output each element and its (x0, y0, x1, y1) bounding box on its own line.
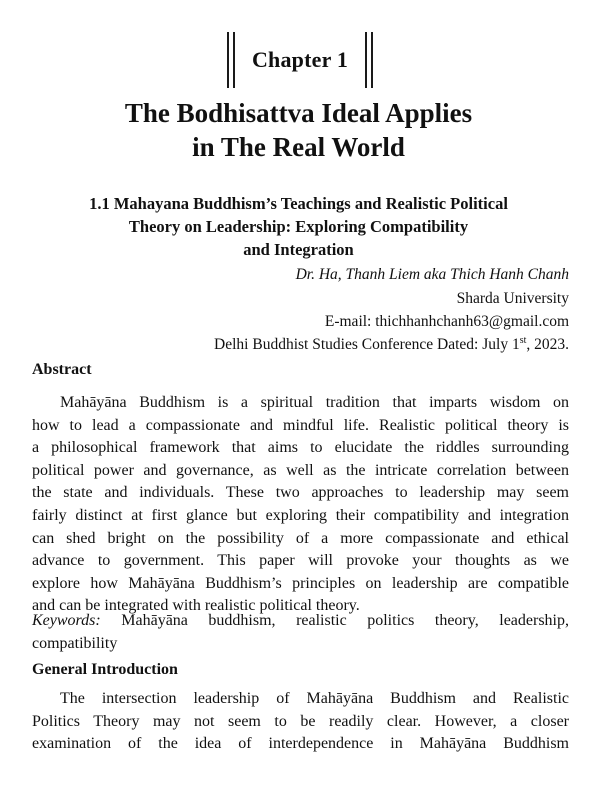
chapter-box-left-rule-outer (227, 32, 229, 88)
chapter-title-line: in The Real World (192, 132, 405, 162)
abstract-line: and can be integrated with realistic political theory. (32, 597, 360, 615)
chapter-title-line: The Bodhisattva Ideal Applies (124, 98, 473, 128)
keywords-line: compatibility (32, 634, 118, 652)
abstract-line: a philosophical framework that aims to elucidate the riddles surrounding (32, 439, 569, 457)
author-affiliation: Sharda University (456, 290, 569, 307)
chapter-box-right-rule-outer (371, 32, 373, 88)
abstract-line: political power and governance, as well as the intricate correlation between (32, 461, 569, 479)
keywords-line (32, 610, 569, 633)
intro-line: Politics Theory may not seem to be readily clear. However, a closer (32, 712, 569, 730)
abstract-line: can shed bright on the possibility of a more compassionate and ethical (32, 529, 569, 547)
intro-paragraph (32, 688, 569, 756)
section-title-line: Theory on Leadership: Exploring Compatibility (128, 217, 469, 236)
abstract-line: fairly distinct at first glance but exploring their compatibility and integration (32, 506, 569, 524)
abstract-line: the state and individuals. These two approaches to leadership may seem (32, 484, 569, 502)
chapter-title (0, 96, 597, 164)
conference-ordinal-suffix: st (519, 335, 527, 346)
section-title-line: 1.1 Mahayana Buddhism’s Teachings and Realistic Political (89, 194, 508, 213)
abstract-paragraph (32, 392, 569, 618)
keywords-paragraph (32, 610, 569, 655)
conference-text: Delhi Buddhist Studies Conference Dated: July 1 (214, 336, 520, 353)
abstract-line: how to lead a compassionate and mindful life. Realistic political theory is (32, 416, 569, 434)
intro-line: examination of the idea of interdependence in Mahāyāna Buddhism (32, 735, 569, 753)
keywords-text: Mahāyāna buddhism, realistic politics theory, leadership, (100, 612, 569, 629)
author-email: E-mail: thichhanhchanh63@gmail.com (324, 313, 569, 330)
conference-line (29, 334, 569, 356)
intro-line: The intersection leadership of Mahāyāna Buddhism and Realistic (60, 690, 569, 707)
section-title-line: and Integration (243, 240, 354, 259)
author-name: Dr. Ha, Thanh Liem aka Thich Hanh Chanh (295, 266, 569, 283)
abstract-line: explore how Mahāyāna Buddhism’s principles on leadership are compatible (32, 574, 569, 592)
chapter-box-right-rule-inner (365, 32, 367, 88)
chapter-box-left-rule-inner (233, 32, 235, 88)
keywords-label: Keywords: (32, 612, 101, 629)
intro-heading: General Introduction (32, 661, 178, 678)
abstract-line: advance to government. This paper will provoke your thoughts as we (32, 552, 569, 570)
chapter-label: Chapter 1 (251, 47, 349, 72)
section-title (40, 192, 557, 261)
abstract-line: Mahāyāna Buddhism is a spiritual tradition that imparts wisdom on (60, 394, 569, 411)
chapter-box (227, 32, 373, 88)
conference-year: , 2023. (526, 336, 569, 353)
abstract-heading: Abstract (32, 361, 92, 378)
